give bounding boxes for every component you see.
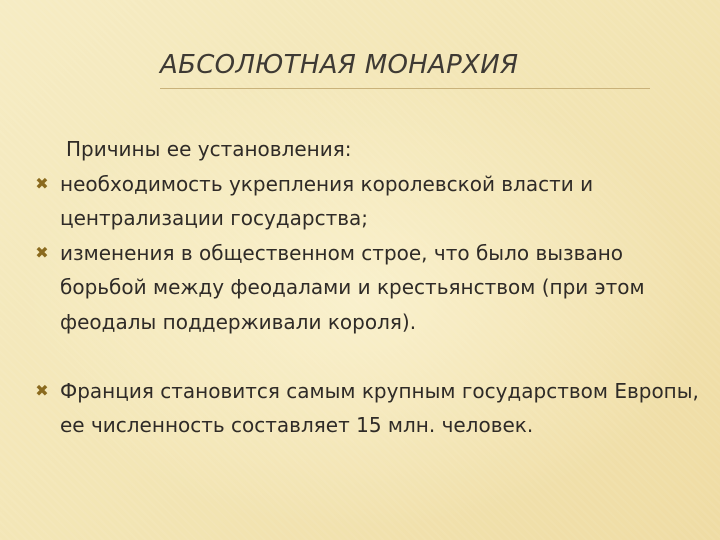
- slide-title: АБСОЛЮТНАЯ МОНАРХИЯ: [160, 50, 519, 80]
- bullet-text: Франция становится самым крупным государством Европы, ее численность составляет 15 млн. человек.: [60, 378, 699, 437]
- bullet-text: необходимость укрепления королевской власти и централизации государства;: [60, 171, 594, 230]
- cross-bullet-icon: ✖: [35, 242, 49, 262]
- cross-bullet-icon: ✖: [35, 380, 49, 400]
- intro-text: Причины ее установления:: [66, 137, 352, 161]
- bullet-text: изменения в общественном строе, что было вызвано борьбой между феодалами и крестьянством (при этом феодалы поддерживали короля).: [60, 240, 645, 334]
- cross-bullet-icon: ✖: [35, 173, 49, 193]
- title-divider: [160, 88, 650, 89]
